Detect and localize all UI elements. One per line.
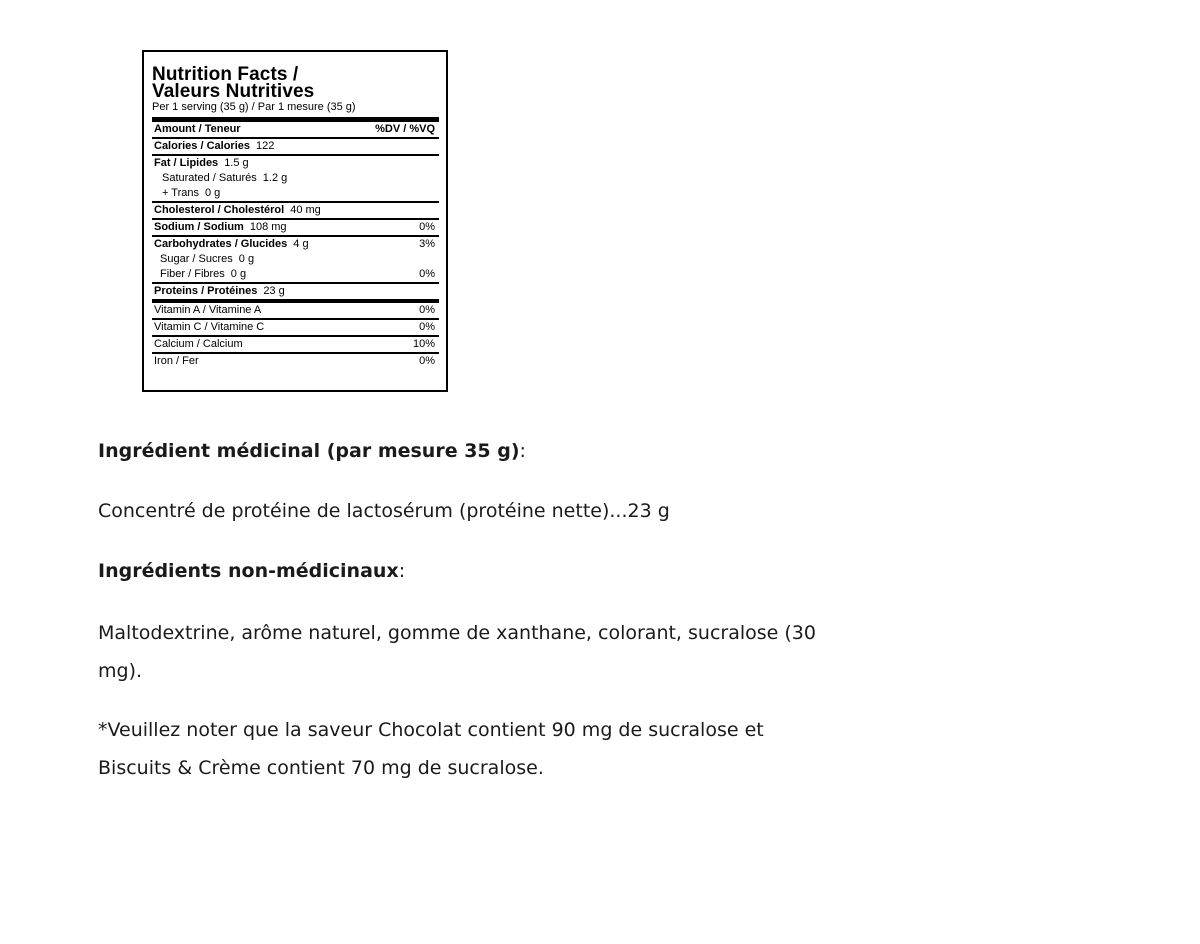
nutrient-row-proteins [152, 284, 439, 299]
nutrient-label: Saturated / Saturés [162, 172, 257, 184]
nutrient-row-trans [152, 186, 439, 201]
medicinal-heading [98, 440, 526, 462]
nutrient-row-cholesterol [152, 203, 439, 218]
nutrient-label: Fiber / Fibres [160, 268, 225, 280]
vitamin-row-c [152, 320, 439, 335]
non-medicinal-heading-text: Ingrédients non-médicinaux [98, 560, 399, 582]
amount-header-row [152, 122, 439, 137]
non-medicinal-heading-colon: : [398, 560, 406, 582]
nutrient-label: Sodium / Sodium [154, 221, 244, 233]
nutrient-row-calories [152, 139, 439, 154]
vitamin-row-calcium [152, 337, 439, 352]
nutrient-label: Sugar / Sucres [160, 253, 233, 265]
serving-size: Per 1 serving (35 g) / Par 1 mesure (35 g) [152, 101, 356, 113]
nutrient-label: Cholesterol / Cholestérol [154, 204, 285, 216]
vitamin-dv: 10% [412, 338, 435, 350]
nutrient-dv: 0% [419, 268, 435, 280]
nutrient-dv: 3% [419, 238, 435, 250]
non-medicinal-ingredients-text: Maltodextrine, arôme naturel, gomme de xanthane, colorant, sucralose (30 mg). [98, 622, 816, 682]
label-title-en: Nutrition Facts / [152, 64, 299, 85]
nutrient-label: Fat / Lipides [154, 157, 219, 169]
nutrient-amount: 0 g [230, 268, 247, 280]
nutrient-amount: 1.2 g [262, 172, 288, 184]
non-medicinal-heading [98, 560, 405, 582]
nutrient-amount: 122 [256, 140, 275, 152]
vitamin-row-iron [152, 354, 439, 369]
nutrient-label: + Trans [162, 187, 199, 199]
nutrient-amount: 0 g [238, 253, 255, 265]
vitamin-dv: 0% [419, 321, 435, 333]
vitamin-label: Iron / Fer [154, 355, 199, 367]
nutrient-row-saturated [152, 171, 439, 186]
nutrient-row-sodium [152, 220, 439, 235]
nutrient-row-sugar [152, 252, 439, 267]
nutrient-amount: 40 mg [290, 204, 321, 216]
nutrient-amount: 4 g [293, 238, 309, 250]
sucralose-note-text: *Veuillez noter que la saveur Chocolat contient 90 mg de sucralose et Biscuits & Crème contient 70 mg de sucralose. [98, 719, 764, 779]
nutrient-row-fiber [152, 267, 439, 282]
nutrient-amount: 1.5 g [224, 157, 249, 169]
vitamin-label: Vitamin A / Vitamine A [154, 304, 262, 316]
dv-header: %DV / %VQ [375, 123, 435, 135]
medicinal-ingredient-text: Concentré de protéine de lactosérum (protéine nette)...23 g [98, 500, 670, 522]
medicinal-heading-text: Ingrédient médicinal (par mesure 35 g) [98, 440, 520, 462]
nutrient-amount: 23 g [263, 285, 285, 297]
nutrient-label: Carbohydrates / Glucides [154, 238, 288, 250]
medicinal-heading-colon: : [519, 440, 526, 462]
nutrient-amount: 0 g [205, 187, 221, 199]
nutrient-dv: 0% [419, 221, 435, 233]
vitamin-row-a [152, 303, 439, 318]
vitamin-label: Calcium / Calcium [154, 338, 243, 350]
nutrition-facts-label [142, 50, 448, 392]
nutrient-amount: 108 mg [249, 221, 287, 233]
nutrient-row-fat [152, 156, 439, 171]
nutrient-label: Calories / Calories [154, 140, 250, 152]
nutrient-label: Proteins / Protéines [154, 285, 258, 297]
nutrient-row-carbohydrates [152, 237, 439, 252]
vitamin-dv: 0% [419, 304, 435, 316]
vitamin-dv: 0% [419, 355, 435, 367]
vitamin-label: Vitamin C / Vitamine C [154, 321, 265, 333]
label-title-fr: Valeurs Nutritives [152, 81, 315, 102]
amount-header: Amount / Teneur [154, 123, 241, 135]
